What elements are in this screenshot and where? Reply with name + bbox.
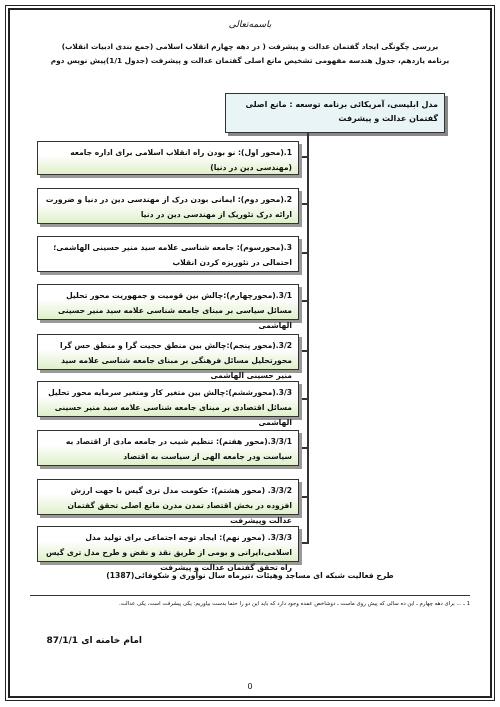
footnote: 1 ـ ... برای دهه چهارم ـ این ده سالی که پیش روی ماست ـ دوشاخص عمده وجود دارد که باید این دو را حتما بدست بیاوریم: یکی پیشرفت است، یکی عدالت. [119, 601, 470, 607]
axis-box-5: 3/2.(محور پنجم):چالش بین منطق حجیت گرا و منطق حس گرا محورتحلیل مسائل فرهنگی بر مبنای جامعه شناسی علامه سید منیر حسینی الهاشمی [37, 334, 299, 370]
connector-branch [299, 252, 309, 254]
document-title: بررسی چگونگی ایجاد گفتمان عدالت و پیشرفت ( در دهه چهارم انقلاب اسلامی (جمع بندی ادبیات انقلاب) [61, 42, 439, 51]
connector-branch [299, 542, 309, 544]
axis-box-3: 3.(محورسوم): جامعه شناسی علامه سید منیر حسینی الهاشمی؛ احتمالی در تئوریزه کردن انقلاب [37, 236, 299, 272]
page-number: 0 [247, 682, 253, 691]
basmala-heading: باسمه‌تعالی [228, 20, 272, 30]
footnote-separator [30, 595, 470, 596]
connector-branch [299, 398, 309, 400]
connector-branch [299, 447, 309, 449]
axis-box-7: 3/3/1.(محور هفتم): تنظیم شیب در جامعه مادی از اقتصاد به سیاست ودر جامعه الهی از سیاست به اقتصاد [37, 430, 299, 466]
connector-branch [299, 300, 309, 302]
activity-plan-caption: طرح فعالیت شبکه ای مساجد وهیئات ،تیرماه سال نوآوری و شکوفائی(1387) [106, 571, 394, 580]
connector-branch [299, 203, 309, 205]
connector-spine [307, 133, 309, 543]
signature-line: امام خامنه ای 87/1/1 [46, 636, 142, 646]
axis-box-4: 3/1.(محورچهارم):چالش بین قومیت و جمهوریت محور تحلیل مسائل سیاسی بر مبنای جامعه شناسی علامه سید منیر حسینی الهاشمی [37, 284, 299, 320]
connector-branch [299, 496, 309, 498]
main-obstacle-box: مدل ابلیسی، آمریکائی برنامه توسعه : مانع اصلی گفتمان عدالت و پیشرفت [225, 93, 445, 133]
axis-box-1: 1.(محور اول): نو بودن راه انقلاب اسلامی برای اداره جامعه (مهندسی دین در دنیا) [37, 141, 299, 175]
axis-box-2: 2.(محور دوم): ایمانی بودن درک از مهندسی دین در دنیا و ضرورت ارائه درک تئوریک از مهندسی دین در دنیا [37, 188, 299, 224]
document-subtitle: برنامه یازدهم، جدول هندسه مفهومی تشخیص مانع اصلی گفتمان عدالت و پیشرفت (جدول 1/1)پیش نویس دوم [50, 56, 450, 65]
connector-branch [299, 156, 309, 158]
axis-box-6: 3/3.(محورششم):چالش بین متغیر کار ومتغیر سرمایه محور تحلیل مسائل اقتصادی بر مبنای جامعه شناسی علامه سید منیر حسینی الهاشمی [37, 381, 299, 417]
connector-branch [299, 350, 309, 352]
axis-box-8: 3/3/2. (محور هشتم): حکومت مدل تری گیس با جهت ارزش افزوده در بخش اقتصاد تمدن مدرن مانع اصلی تحقق گفتمان عدالت وپیشرفت [37, 479, 299, 515]
axis-box-9: 3/3/3. (محور نهم): ایجاد توجه اجتماعی برای تولید مدل اسلامی،ایرانی و بومی از طریق نقد و نقض و طرح مدل تری گیس راه تحقق گفتمان عدالت و پیشرفت [37, 526, 299, 562]
